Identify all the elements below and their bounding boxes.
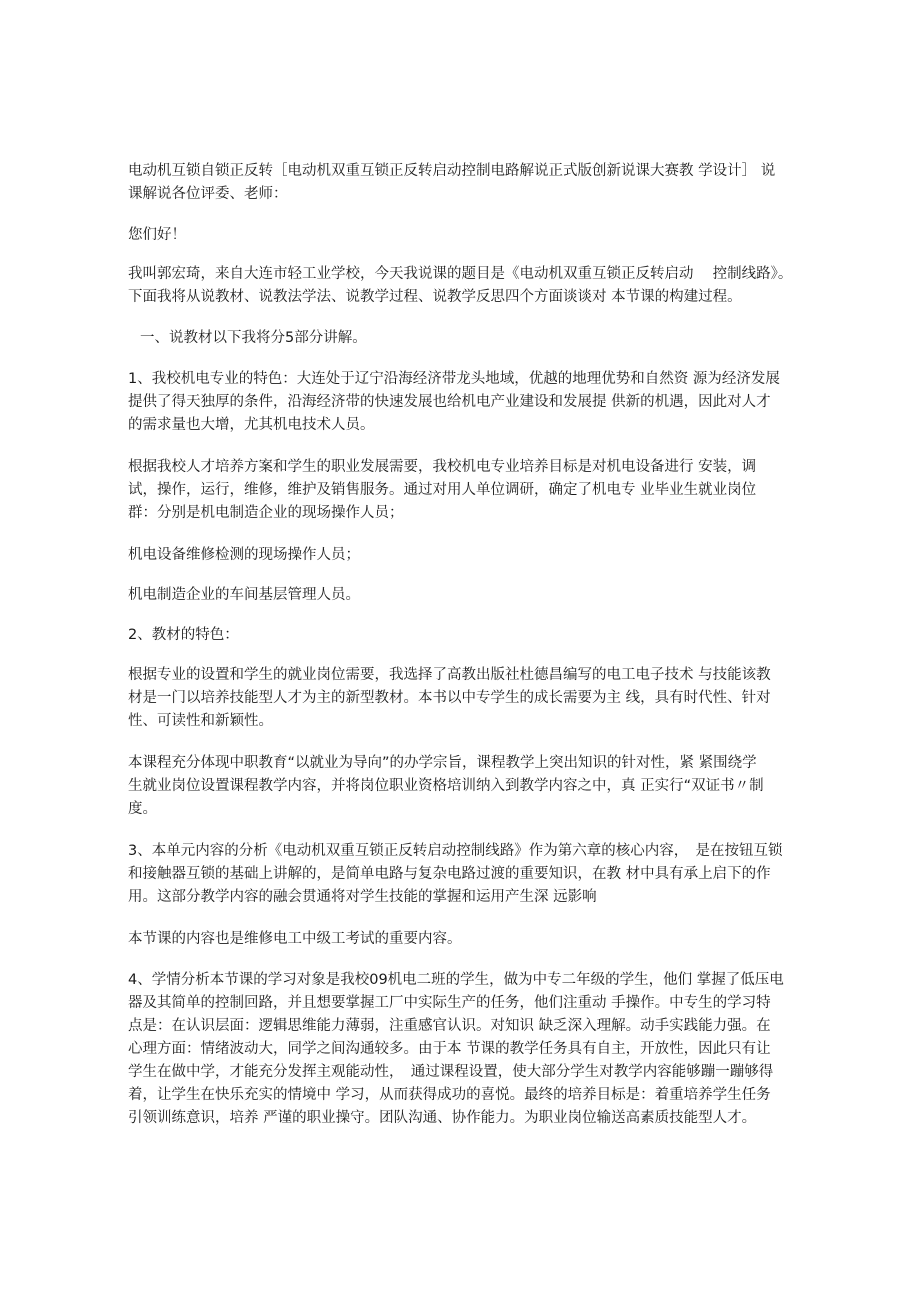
body-paragraph — [128, 456, 798, 525]
section-heading — [128, 327, 798, 350]
text-line: 点是：在认识层面：逻辑思维能力薄弱，注重感官认识。对知识 缺乏深入理解。动手实践能力强。在 — [128, 1018, 771, 1034]
body-paragraph — [128, 368, 798, 437]
text-line: 您们好！ — [128, 227, 186, 243]
document-page — [128, 160, 798, 1130]
text-line: 材是一门以培养技能型人才为主的新型教材。本书以中专学生的成长需要为主 线，具有时代性、针对 — [128, 690, 771, 706]
text-line: 4、学情分析本节课的学习对象是我校09机电二班的学生，做为中专二年级的学生，他们 掌握了低压电 — [128, 972, 784, 988]
text-line: 和接触器互锁的基础上讲解的，是简单电路与复杂电路过渡的重要知识，在教 材中具有承上启下的作 — [128, 866, 771, 882]
text-line: 度。 — [128, 801, 157, 817]
text-line: 一、说教材以下我将分5部分讲解。 — [140, 330, 367, 346]
text-line: 试，操作，运行，维修，维护及销售服务。通过对用人单位调研，确定了机电专 业毕业生就业岗位 — [128, 482, 757, 498]
greeting-paragraph — [128, 224, 798, 247]
text-line: 引领训练意识，培养 严谨的职业操守。团队沟通、协作能力。为职业岗位输送高素质技能型人才。 — [128, 1110, 757, 1126]
body-paragraph — [128, 584, 798, 607]
text-line: 器及其简单的控制回路，并且想要掌握工厂中实际生产的任务，他们注重动 手操作。中专生的学习特 — [128, 995, 771, 1011]
text-line: 性、可读性和新颖性。 — [128, 713, 273, 729]
body-paragraph — [128, 544, 798, 567]
intro-paragraph — [128, 263, 798, 309]
text-line: 根据我校人才培养方案和学生的职业发展需要，我校机电专业培养目标是对机电设备进行 安装，调 — [128, 459, 757, 475]
text-line: 的需求量也大增，尤其机电技术人员。 — [128, 417, 375, 433]
text-line: 心理方面：情绪波动大，同学之间沟通较多。由于本 节课的教学任务具有自主，开放性，因此只有让 — [128, 1041, 771, 1057]
text-line: 生就业岗位设置课程教学内容，并将岗位职业资格培训纳入到教学内容之中，真 正实行“双证书〃制 — [128, 778, 764, 794]
body-paragraph — [128, 969, 798, 1130]
text-line: 本课程充分体现中职教育“以就业为导向”的办学宗旨，课程教学上突出知识的针对性，紧 紧围绕学 — [128, 755, 757, 771]
text-line: 课解说各位评委、老师： — [128, 186, 288, 202]
text-line: 我叫郭宏琦，来自大连市轻工业学校，今天我说课的题目是《电动机双重互锁正反转启动 控制线路》。 — [128, 266, 793, 282]
body-paragraph — [128, 928, 798, 951]
text-line: 根据专业的设置和学生的就业岗位需要，我选择了高教出版社杜德昌编写的电工电子技术 与技能该教 — [128, 667, 771, 683]
body-paragraph — [128, 840, 798, 909]
title-paragraph — [128, 160, 798, 206]
text-line: 本节课的内容也是维修电工中级工考试的重要内容。 — [128, 931, 462, 947]
text-line: 电动机互锁自锁正反转［电动机双重互锁正反转启动控制电路解说正式版创新说课大赛教 学设计］ 说 — [128, 163, 776, 179]
text-line: 学生在做中学，才能充分发挥主观能动性， 通过课程设置，使大部分学生对教学内容能够蹦一蹦够得 — [128, 1064, 774, 1080]
subsection-heading — [128, 624, 798, 647]
body-paragraph — [128, 664, 798, 733]
text-line: 着，让学生在快乐充实的情境中 学习，从而获得成功的喜悦。最终的培养目标是：着重培养学生任务 — [128, 1087, 771, 1103]
text-line: 机电设备维修检测的现场操作人员； — [128, 547, 360, 563]
text-line: 群：分别是机电制造企业的现场操作人员； — [128, 505, 404, 521]
text-line: 用。这部分教学内容的融会贯通将对学生技能的掌握和运用产生深 远影响 — [128, 889, 597, 905]
text-line: 下面我将从说教材、说教法学法、说教学过程、说教学反思四个方面谈谈对 本节课的构建过程。 — [128, 289, 742, 305]
text-line: 2、教材的特色： — [128, 627, 239, 643]
body-paragraph — [128, 752, 798, 821]
text-line: 1、我校机电专业的特色：大连处于辽宁沿海经济带龙头地域，优越的地理优势和自然资 源为经济发展 — [128, 371, 780, 387]
text-line: 3、本单元内容的分析《电动机双重互锁正反转启动控制线路》作为第六章的核心内容， 是在按钮互锁 — [128, 843, 783, 859]
text-line: 提供了得天独厚的条件，沿海经济带的快速发展也给机电产业建设和发展提 供新的机遇，因此对人才 — [128, 394, 771, 410]
text-line: 机电制造企业的车间基层管理人员。 — [128, 587, 360, 603]
